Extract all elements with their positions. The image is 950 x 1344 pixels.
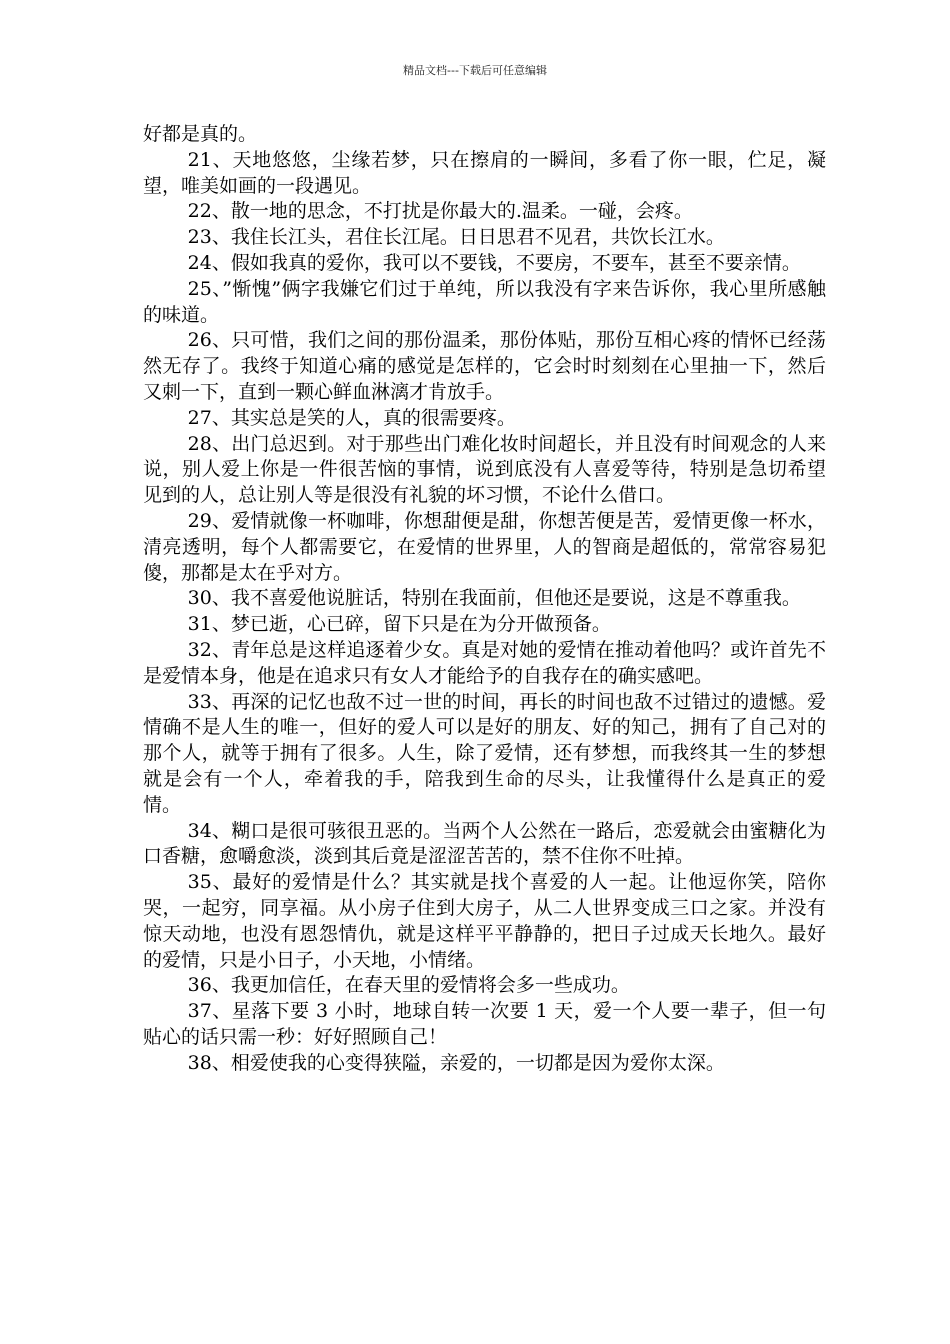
- paragraph-35: 35、最好的爱情是什么？其实就是找个喜爱的人一起。让他逗你笑，陪你哭，一起穷，同享福。从小房子住到大房子，从二人世界变成三口之家。并没有惊天动地，也没有恩怨情仇，就是这样平平静静的，把日子过成天长地久。最好的爱情，只是小日子，小天地，小情绪。: [143, 871, 826, 971]
- paragraph-29: 29、爱情就像一杯咖啡，你想甜便是甜，你想苦便是苦，爱情更像一杯水，清亮透明，每个人都需要它，在爱情的世界里，人的智商是超低的，常常容易犯傻，那都是太在乎对方。: [143, 509, 826, 584]
- paragraph-21: 21、天地悠悠，尘缘若梦，只在擦肩的一瞬间，多看了你一眼，伫足，凝望，唯美如画的一段遇见。: [143, 148, 826, 197]
- paragraph-27: 27、其实总是笑的人，真的很需要疼。: [187, 406, 516, 429]
- page-header: 精品文档---下载后可任意编辑: [403, 64, 547, 77]
- paragraph-23: 23、我住长江头，君住长江尾。日日思君不见君，共饮长江水。: [187, 226, 725, 249]
- paragraph-26: 26、只可惜，我们之间的那份温柔，那份体贴，那份互相心疼的情怀已经荡然无存了。我终于知道心痛的感觉是怎样的，它会时时刻刻在心里抽一下，然后又刺一下，直到一颗心鲜血淋漓才肯放手。: [143, 329, 826, 403]
- paragraph-28: 28、出门总迟到。对于那些出门难化妆时间超长，并且没有时间观念的人来说，别人爱上你是一件很苦恼的事情，说到底没有人喜爱等待，特别是急切希望见到的人，总让别人等是很没有礼貌的坏习惯，不论什么借口。: [143, 432, 826, 507]
- paragraph-36: 36、我更加信任，在春天里的爱情将会多一些成功。: [187, 974, 630, 997]
- paragraph-38: 38、相爱使我的心变得狭隘，亲爱的，一切都是因为爱你太深。: [187, 1051, 725, 1074]
- paragraph-continuation: 好都是真的。: [143, 123, 258, 145]
- paragraph-33: 33、再深的记忆也敌不过一世的时间，再长的时间也敌不过错过的遗憾。爱情确不是人生的唯一，但好的爱人可以是好的朋友、好的知己，拥有了自己对的那个人，就等于拥有了很多。人生，除了爱情，还有梦想，而我终其一生的梦想就是会有一个人，牵着我的手，陪我到生命的尽头，让我懂得什么是真正的爱情。: [143, 690, 826, 816]
- paragraph-32: 32、青年总是这样追逐着少女。真是对她的爱情在推动着他吗？或许首先不是爱情本身，他是在追求只有女人才能给予的自我存在的确实感吧。: [143, 638, 826, 687]
- paragraph-34: 34、糊口是很可骇很丑恶的。当两个人公然在一路后，恋爱就会由蜜糖化为口香糖，愈嚼愈淡，淡到其后竟是涩涩苦苦的，禁不住你不吐掉。: [143, 819, 826, 868]
- paragraph-22: 22、散一地的思念，不打扰是你最大的.温柔。一碰，会疼。: [187, 200, 693, 223]
- paragraph-30: 30、我不喜爱他说脏话，特别在我面前，但他还是要说，这是不尊重我。: [187, 587, 801, 610]
- paragraph-31: 31、梦已逝，心已碎，留下只是在为分开做预备。: [187, 613, 611, 636]
- paragraph-37: 37、星落下要 3 小时，地球自转一次要 1 天，爱一个人要一辈子，但一句贴心的话只需一秒：好好照顾自己！: [143, 1000, 826, 1048]
- paragraph-24: 24、假如我真的爱你，我可以不要钱，不要房，不要车，甚至不要亲情。: [187, 251, 801, 274]
- document-body: [143, 122, 826, 1076]
- paragraph-25: 25、”惭愧”俩字我嫌它们过于单纯，所以我没有字来告诉你，我心里所感触的味道。: [143, 277, 826, 326]
